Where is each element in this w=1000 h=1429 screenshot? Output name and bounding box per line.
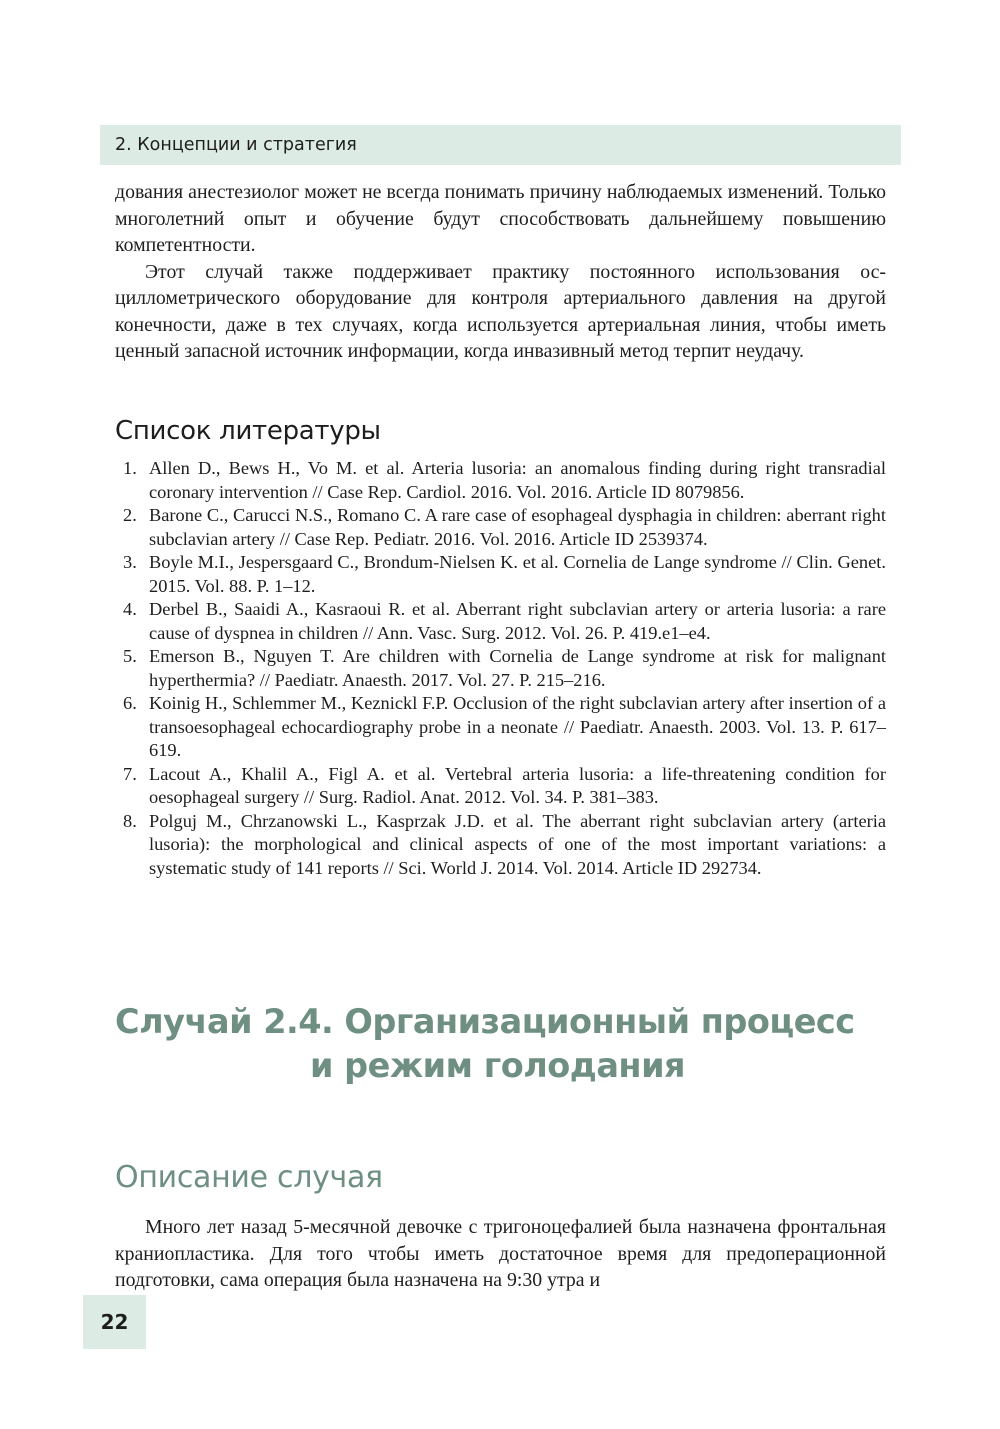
case-title-line-2: и режим голодания xyxy=(310,1046,686,1085)
reference-item: 6. Koinig H., Schlemmer M., Keznickl F.P. Occlusion of the right subclavian artery after insertion of a transoesophageal echocardiography probe in a neonate // Paediatr. Anaesth. 2003. Vol. 13. P. 617–619. xyxy=(123,693,886,760)
references-list xyxy=(115,457,886,880)
reference-item: 1. Allen D., Bews H., Vo M. et al. Arteria lusoria: an anomalous finding during right transradial coronary intervention // Case Rep. Cardiol. 2016. Vol. 2016. Article ID 8079856. xyxy=(123,458,886,502)
description-text xyxy=(115,1214,886,1294)
page-number: 22 xyxy=(83,1295,146,1349)
reference-item: 5. Emerson B., Nguyen T. Are children with Cornelia de Lange syndrome at risk for malignant hyperthermia? // Paediatr. Anaesth. 2017. Vol. 27. P. 215–216. xyxy=(123,646,886,690)
description-paragraph-1: Много лет назад 5-месячной девочке с тригоноцефалией была назначена фронтальная краниопластика. Для того чтобы иметь достаточное время для предоперационной подготовки, сама операция была назначена на 9:30 утра и xyxy=(115,1216,886,1291)
reference-item: 3. Boyle M.I., Jespersgaard C., Brondum-Nielsen K. et al. Cornelia de Lange syndrome // Clin. Genet. 2015. Vol. 88. P. 1–12. xyxy=(123,552,886,596)
case-title-line-1: Случай 2.4. Организационный процесс xyxy=(115,1002,855,1041)
chapter-title: 2. Концепции и стратегия xyxy=(115,135,357,155)
intro-paragraph-1: дования анестезиолог может не всегда понимать причину наблюдаемых изменений. Только многолетний опыт и обучение будут способствовать дальнейшему повышению компетентности. xyxy=(115,181,886,256)
reference-item: 4. Derbel B., Saaidi A., Kasraoui R. et al. Aberrant right subclavian artery or arteria lusoria: a rare cause of dyspnea in children // Ann. Vasc. Surg. 2012. Vol. 26. P. 419.e1–e4. xyxy=(123,599,886,643)
running-header xyxy=(100,125,901,165)
reference-item: 8. Polguj M., Chrzanowski L., Kasprzak J.D. et al. The aberrant right subclavian artery (arteria lusoria): the morphological and clinical aspects of one of the most important variations: a systematic study of 141 reports // Sci. World J. 2014. Vol. 2014. Article ID 292734. xyxy=(123,810,886,878)
reference-item: 7. Lacout A., Khalil A., Figl A. et al. Vertebral arteria lusoria: a life-threatening condition for oesophageal surgery // Surg. Radiol. Anat. 2012. Vol. 34. P. 381–383. xyxy=(123,763,886,807)
intro-text xyxy=(115,179,886,365)
intro-paragraph-2: Этот случай также поддерживает практику постоянного использования осциллометрического оборудование для контроля артериального давления на другой конечности, даже в тех случаях, когда используется артериальная линия, чтобы иметь ценный запасной источник информации, когда инвазивный метод терпит неудачу. xyxy=(115,260,886,362)
references-title: Список литературы xyxy=(115,416,381,446)
case-title xyxy=(115,1000,895,1088)
description-title: Описание случая xyxy=(115,1160,383,1195)
reference-item: 2. Barone C., Carucci N.S., Romano C. A rare case of esophageal dysphagia in children: aberrant right subclavian artery // Case Rep. Pediatr. 2016. Vol. 2016. Article ID 2539374. xyxy=(123,505,886,549)
